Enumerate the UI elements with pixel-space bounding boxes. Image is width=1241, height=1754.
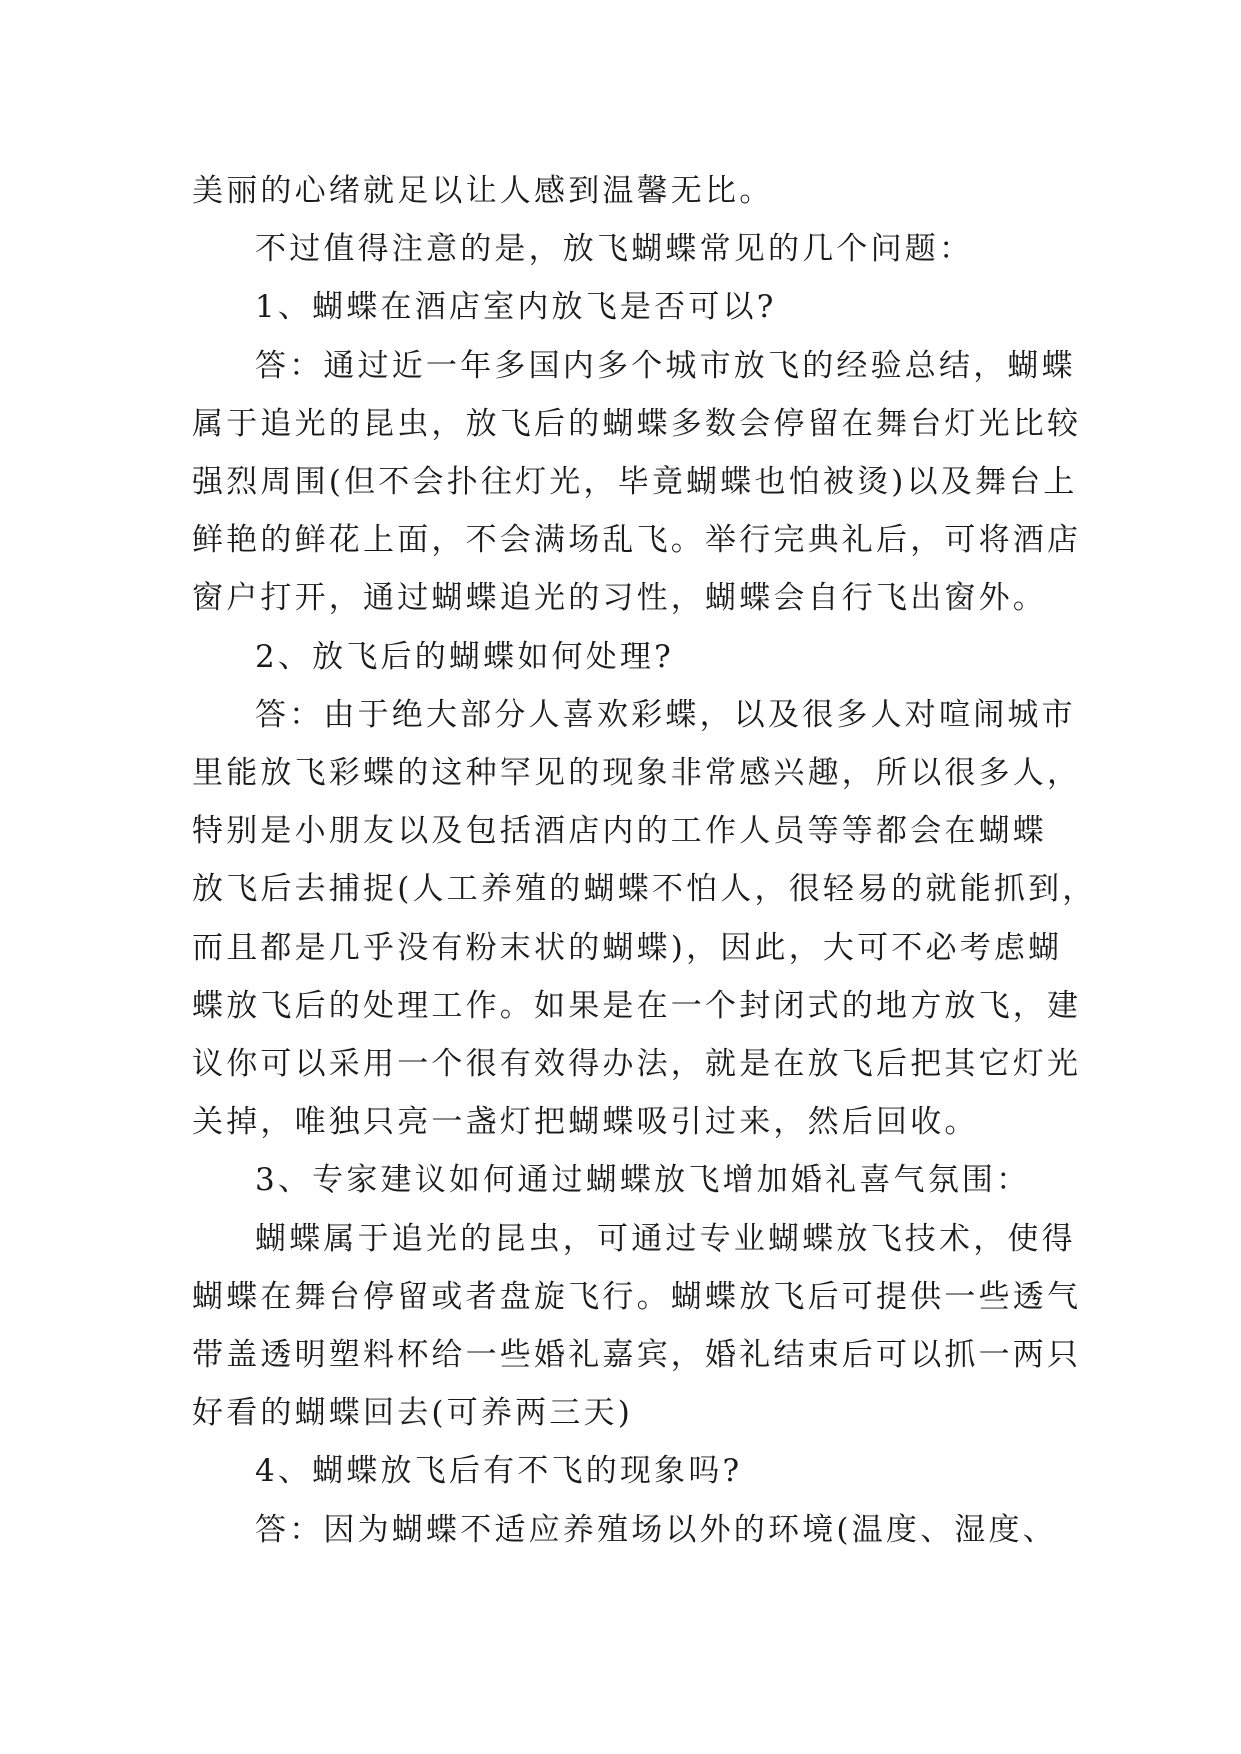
question-heading: 2、放飞后的蝴蝶如何处理? bbox=[255, 638, 674, 675]
text-line: 好看的蝴蝶回去(可养两三天) bbox=[192, 1395, 633, 1432]
text-line: 美丽的心绪就足以让人感到温馨无比。 bbox=[192, 173, 774, 209]
question-heading: 3、专家建议如何通过蝴蝶放飞增加婚礼喜气氛围： bbox=[255, 1162, 1031, 1199]
text-line: 放飞后去捕捉(人工养殖的蝴蝶不怕人，很轻易的就能抓到， bbox=[192, 871, 1097, 908]
text-line: 强烈周围(但不会扑往灯光，毕竟蝴蝶也怕被烫)以及舞台上 bbox=[192, 464, 1078, 501]
text-line: 带盖透明塑料杯给一些婚礼嘉宾，婚礼结束后可以抓一两只 bbox=[192, 1337, 1082, 1374]
text-line: 议你可以采用一个很有效得办法，就是在放飞后把其它灯光 bbox=[192, 1046, 1082, 1083]
text-line: 答：因为蝴蝶不适应养殖场以外的环境(温度、湿度、 bbox=[255, 1511, 1057, 1548]
question-heading: 4、蝴蝶放飞后有不飞的现象吗? bbox=[255, 1453, 743, 1490]
text-line: 不过值得注意的是，放飞蝴蝶常见的几个问题： bbox=[255, 231, 974, 268]
text-line: 蝴蝶在舞台停留或者盘旋飞行。蝴蝶放飞后可提供一些透气 bbox=[192, 1278, 1082, 1315]
text-line: 蝴蝶属于追光的昆虫，可通过专业蝴蝶放飞技术，使得 bbox=[255, 1220, 1076, 1257]
text-line: 而且都是几乎没有粉末状的蝴蝶)，因此，大可不必考虑蝴 bbox=[192, 929, 1063, 966]
text-line: 答：通过近一年多国内多个城市放飞的经验总结，蝴蝶 bbox=[255, 347, 1076, 384]
text-line: 窗户打开，通过蝴蝶追光的习性，蝴蝶会自行飞出窗外。 bbox=[192, 580, 1047, 617]
question-heading: 1、蝴蝶在酒店室内放飞是否可以? bbox=[255, 289, 777, 326]
text-line: 属于追光的昆虫，放飞后的蝴蝶多数会停留在舞台灯光比较 bbox=[192, 405, 1082, 442]
text-line: 关掉，唯独只亮一盏灯把蝴蝶吸引过来，然后回收。 bbox=[192, 1104, 979, 1141]
text-line: 里能放飞彩蝶的这种罕见的现象非常感兴趣，所以很多人， bbox=[192, 755, 1082, 792]
text-line: 鲜艳的鲜花上面，不会满场乱飞。举行完典礼后，可将酒店 bbox=[192, 522, 1082, 559]
document-body bbox=[192, 162, 1097, 1559]
text-line: 蝶放飞后的处理工作。如果是在一个封闭式的地方放飞，建 bbox=[192, 987, 1082, 1024]
text-line: 答：由于绝大部分人喜欢彩蝶，以及很多人对喧闹城市 bbox=[255, 696, 1076, 733]
text-line: 特别是小朋友以及包括酒店内的工作人员等等都会在蝴蝶 bbox=[192, 813, 1047, 850]
